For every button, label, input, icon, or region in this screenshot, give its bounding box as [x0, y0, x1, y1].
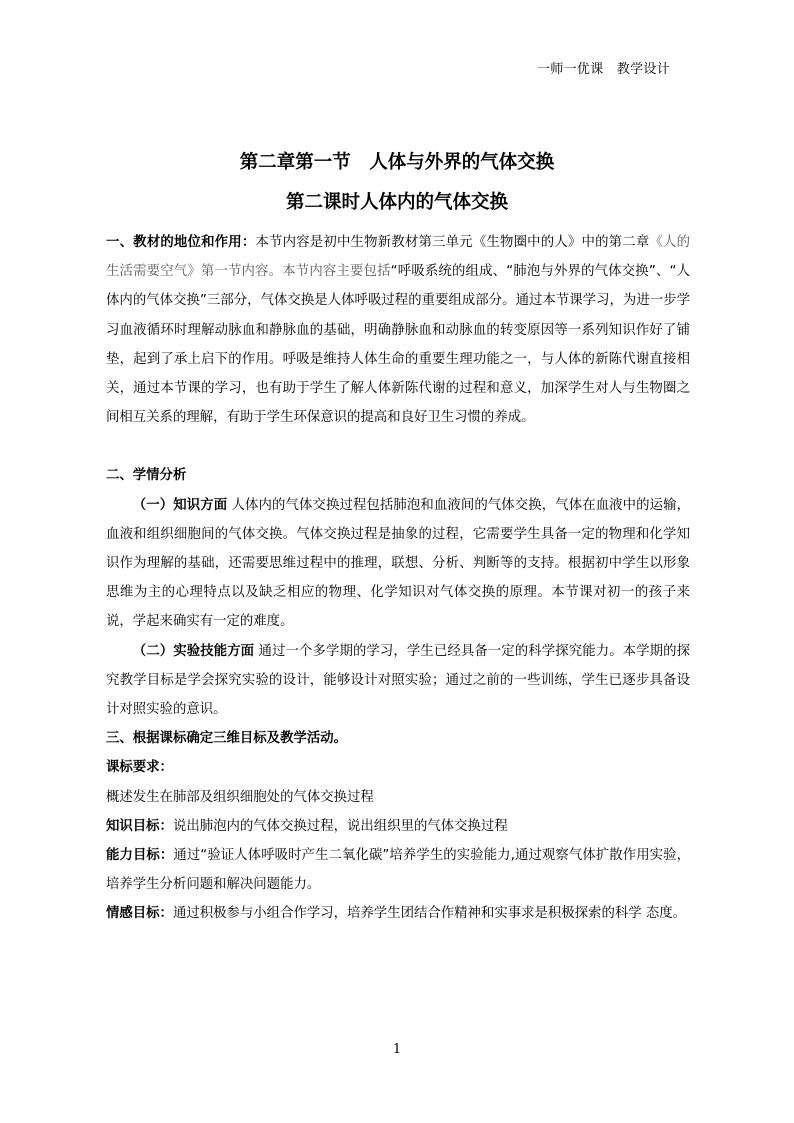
- section2-heading: 二、学情分析: [106, 468, 187, 484]
- header-note: 一师一优课 教学设计: [537, 62, 671, 77]
- emotion-goal-label: 情感目标：: [106, 906, 173, 922]
- section2-paragraph-1: [106, 491, 690, 637]
- emotion-goal-text: 通过积极参与小组合作学习，培养学生团结合作精神和实事求是积极探索的科学 态度。: [172, 906, 687, 922]
- section1-text-a: 本节内容是初中生物新教材第三单元《生物圈中的人》中的第二章: [255, 235, 650, 250]
- spacer: [106, 432, 690, 461]
- section2-p2-label: （二）实验技能方面: [132, 643, 255, 659]
- section1-heading: 一、教材的地位和作用：: [106, 235, 256, 250]
- knowledge-goal: [106, 812, 690, 841]
- section2-paragraph-2: [106, 637, 690, 725]
- page-number: 1: [392, 1042, 402, 1057]
- emotion-goal: [106, 899, 690, 928]
- section1-text-c: “呼吸系统的组成、“肺泡与外界的气体交换”、“人体内的气体交换”三部分，气体交换是人体呼吸过程的重要组成部分。通过本节课学习，为进一步学习血液循环时理解动脉血和静脉血的基础，明确静脉血和动脉血的转变原因等一系列知识作好了铺垫，起到了承上启下的作用。呼吸是维持人体生命的重要生理功能之一，与人体的新陈代谢直接相关，通过本节课的学习，也有助于学生了解人体新陈代谢的过程和意义，加深学生对人与生物圈之间相互关系的理解，有助于学生环保意识的提高和良好卫生习惯的养成。: [106, 264, 690, 426]
- knowledge-goal-label: 知识目标：: [106, 818, 173, 834]
- document-title: 第二章第一节 人体与外界的气体交换: [239, 152, 555, 173]
- section2-p1-text: 人体内的气体交换过程包括肺泡和血液间的气体交换，气体在血液中的运输，血液和组织细胞间的气体交换。气体交换过程是抽象的过程，它需要学生具备一定的物理和化学知识作为理解的基础，还需要思维过程中的推理，联想、分析、判断等的支持。根据初中学生以形象思维为主的心理特点以及缺乏相应的物理、化学知识对气体交换的原理。本节课对初一的孩子来说，学起来确实有一定的难度。: [106, 497, 690, 630]
- requirement-text: 概述发生在肺部及组织细胞处的气体交换过程: [106, 789, 374, 805]
- document-body: [106, 228, 690, 929]
- section2-p2-text: 通过一个多学期的学习，学生已经具备一定的科学探究能力。本学期的探究教学目标是学会探究实验的设计，能够设计对照实验；通过之前的一些训练，学生已逐步具备设计对照实验的意识。: [106, 643, 691, 718]
- section1-paragraph: [106, 228, 690, 432]
- section3-heading: 三、根据课标确定三维目标及教学活动。: [106, 731, 348, 747]
- ability-goal-text: 通过“验证人体呼吸时产生二氧化碳”培养学生的实验能力,通过观察气体扩散作用实验，培养学生分析问题和解决问题能力。: [106, 848, 691, 893]
- knowledge-goal-text: 说出肺泡内的气体交换过程，说出组织里的气体交换过程: [172, 818, 508, 834]
- section2-p1-label: （一）知识方面: [132, 497, 228, 513]
- ability-goal-label: 能力目标：: [106, 848, 174, 864]
- section1-text-b: 《人的生活需要空气》第一节内容。本节内容主要包括: [106, 235, 691, 280]
- ability-goal: [106, 841, 690, 899]
- requirement-label: 课标要求：: [106, 760, 173, 776]
- document-subtitle: 第二课时人体内的气体交换: [285, 192, 508, 213]
